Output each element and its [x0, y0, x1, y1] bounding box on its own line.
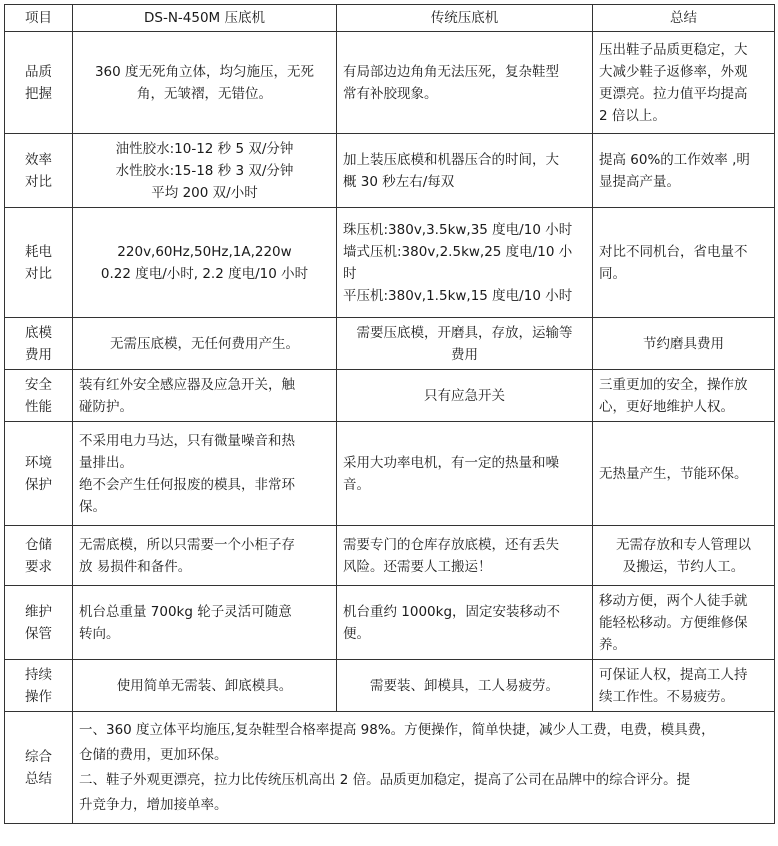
summary-cell-line: 节约磨具费用 [643, 335, 724, 352]
row-label [5, 660, 73, 712]
row-label-line: 维护 [25, 603, 52, 620]
conclusion-label-line: 综合 [25, 748, 52, 765]
summary-cell-line: 更漂亮。拉力值平均提高 [599, 85, 748, 102]
row-label [5, 208, 73, 318]
traditional-cell-line: 时 [343, 265, 357, 282]
table-row [5, 526, 775, 586]
row-label-line: 性能 [25, 398, 52, 415]
ds-cell-line: 220v,60Hz,50Hz,1A,220w [117, 243, 292, 260]
traditional-cell-line: 平压机:380v,1.5kw,15 度电/10 小时 [343, 287, 573, 304]
traditional-cell-line: 音。 [343, 476, 370, 493]
row-label-line: 仓储 [25, 536, 52, 553]
row-label [5, 526, 73, 586]
ds-cell-line: 平均 200 双/小时 [151, 184, 258, 201]
conclusion-text-line: 一、360 度立体平均施压,复杂鞋型合格率提高 98%。方便操作，简单快捷，减少人工费，电费，模具费， [79, 721, 715, 738]
summary-cell-line: 能轻松移动。方便维修保 [599, 614, 748, 631]
traditional-cell-line: 有局部边边角角无法压死，复杂鞋型 [343, 63, 559, 80]
traditional-cell-line: 需要压底模，开磨具，存放，运输等 [356, 324, 573, 341]
row-label-line: 对比 [25, 265, 52, 282]
ds-cell [73, 526, 337, 586]
summary-cell-line: 及搬运，节约人工。 [622, 558, 745, 575]
table-row [5, 32, 775, 134]
row-label [5, 32, 73, 134]
ds-cell-line: 无需底模，所以只需要一个小柜子存 [79, 536, 295, 553]
table-row [5, 134, 775, 208]
row-label-line: 安全 [25, 376, 52, 393]
traditional-cell-line: 费用 [451, 346, 478, 363]
traditional-cell-line: 墙式压机:380v,2.5kw,25 度电/10 小 [343, 243, 573, 260]
summary-cell-line: 移动方便，两个人徒手就 [599, 592, 748, 609]
row-label-line: 对比 [25, 173, 52, 190]
conclusion-row [5, 712, 775, 824]
summary-cell [593, 370, 775, 422]
traditional-cell-line: 采用大功率电机，有一定的热量和噪 [343, 454, 559, 471]
row-label-line: 持续 [25, 666, 52, 683]
ds-cell-line: 水性胶水:15-18 秒 3 双/分钟 [115, 162, 294, 179]
traditional-cell [337, 660, 593, 712]
traditional-cell-line: 机台重约 1000kg，固定安装移动不 [343, 603, 561, 620]
ds-cell [73, 660, 337, 712]
row-label-line: 保管 [25, 625, 52, 642]
row-label [5, 134, 73, 208]
ds-cell [73, 370, 337, 422]
conclusion-label-line: 总结 [25, 770, 52, 787]
traditional-cell [337, 370, 593, 422]
row-label-line: 效率 [25, 151, 52, 168]
traditional-cell [337, 526, 593, 586]
traditional-cell-line: 只有应急开关 [424, 387, 505, 404]
summary-cell [593, 318, 775, 370]
conclusion-text [73, 712, 775, 824]
summary-cell [593, 32, 775, 134]
summary-cell-line: 压出鞋子品质更稳定，大 [599, 41, 748, 58]
summary-cell-line: 心，更好地维护人权。 [599, 398, 734, 415]
conclusion-text-line: 升竞争力，增加接单率。 [79, 796, 228, 813]
ds-cell-line: 转向。 [79, 625, 120, 642]
ds-cell-line: 绝不会产生任何报废的模具，非常环 [79, 476, 295, 493]
ds-cell [73, 134, 337, 208]
summary-cell-line: 同。 [599, 265, 626, 282]
ds-cell-line: 装有红外安全感应器及应急开关，触 [79, 376, 295, 393]
summary-cell-line: 大减少鞋子返修率，外观 [599, 63, 748, 80]
row-label [5, 586, 73, 660]
ds-cell-line: 量排出。 [79, 454, 133, 471]
traditional-cell [337, 134, 593, 208]
traditional-cell [337, 422, 593, 526]
ds-cell [73, 208, 337, 318]
summary-cell [593, 422, 775, 526]
conclusion-label [5, 712, 73, 824]
traditional-cell-line: 加上装压底模和机器压合的时间，大 [343, 151, 559, 168]
traditional-cell [337, 208, 593, 318]
summary-cell [593, 660, 775, 712]
table-row [5, 660, 775, 712]
comparison-table [4, 4, 775, 824]
ds-cell-line: 360 度无死角立体，均匀施压，无死 [94, 63, 315, 80]
row-label-line: 耗电 [25, 243, 52, 260]
ds-cell [73, 422, 337, 526]
row-label-line: 品质 [25, 63, 52, 80]
traditional-cell [337, 32, 593, 134]
traditional-cell-line: 常有补胶现象。 [343, 85, 438, 102]
ds-cell-line: 无需压底模，无任何费用产生。 [110, 335, 299, 352]
ds-cell [73, 586, 337, 660]
ds-cell-line: 0.22 度电/小时, 2.2 度电/10 小时 [100, 265, 309, 282]
summary-cell-line: 显提高产量。 [599, 173, 680, 190]
row-label [5, 370, 73, 422]
table-row [5, 318, 775, 370]
header-item: 项目 [5, 5, 73, 32]
table-row [5, 586, 775, 660]
ds-cell-line: 机台总重量 700kg 轮子灵活可随意 [79, 603, 292, 620]
table-row [5, 208, 775, 318]
ds-cell-line: 放 易损件和备件。 [79, 558, 192, 575]
summary-cell-line: 续工作性。不易疲劳。 [599, 688, 734, 705]
row-label [5, 318, 73, 370]
ds-cell [73, 32, 337, 134]
traditional-cell-line: 需要装、卸模具，工人易疲劳。 [370, 677, 559, 694]
ds-cell-line: 不采用电力马达，只有微量噪音和热 [79, 432, 295, 449]
summary-cell [593, 586, 775, 660]
traditional-cell [337, 318, 593, 370]
header-ds-machine: DS-N-450M 压底机 [73, 5, 337, 32]
summary-cell-line: 可保证人权，提高工人持 [599, 666, 748, 683]
traditional-cell [337, 586, 593, 660]
row-label-line: 把握 [25, 85, 52, 102]
row-label-line: 底模 [25, 324, 52, 341]
table-row [5, 370, 775, 422]
summary-cell-line: 无热量产生，节能环保。 [599, 465, 748, 482]
traditional-cell-line: 概 30 秒左右/每双 [343, 173, 455, 190]
ds-cell-line: 保。 [79, 498, 106, 515]
row-label-line: 要求 [25, 558, 52, 575]
header-traditional-machine: 传统压底机 [337, 5, 593, 32]
row-label-line: 保护 [25, 476, 52, 493]
summary-cell-line: 无需存放和专人管理以 [616, 536, 751, 553]
row-label [5, 422, 73, 526]
summary-cell [593, 208, 775, 318]
summary-cell-line: 2 倍以上。 [599, 107, 666, 124]
row-label-line: 环境 [25, 454, 52, 471]
traditional-cell-line: 便。 [343, 625, 370, 642]
traditional-cell-line: 珠压机:380v,3.5kw,35 度电/10 小时 [343, 221, 573, 238]
row-label-line: 费用 [25, 346, 52, 363]
header-row [5, 5, 775, 32]
ds-cell-line: 使用简单无需装、卸底模具。 [116, 677, 293, 694]
summary-cell [593, 134, 775, 208]
row-label-line: 操作 [25, 688, 52, 705]
ds-cell [73, 318, 337, 370]
conclusion-text-line: 仓储的费用，更加环保。 [79, 746, 228, 763]
summary-cell-line: 提高 60%的工作效率 ,明 [599, 151, 750, 168]
summary-cell-line: 三重更加的安全，操作放 [599, 376, 748, 393]
traditional-cell-line: 风险。还需要人工搬运！ [343, 558, 492, 575]
summary-cell-line: 养。 [599, 636, 626, 653]
summary-cell [593, 526, 775, 586]
ds-cell-line: 碰防护。 [79, 398, 133, 415]
traditional-cell-line: 需要专门的仓库存放底模，还有丢失 [343, 536, 559, 553]
summary-cell-line: 对比不同机台，省电量不 [599, 243, 748, 260]
header-summary: 总结 [593, 5, 775, 32]
table-row [5, 422, 775, 526]
ds-cell-line: 角，无皱褶，无错位。 [137, 85, 272, 102]
conclusion-text-line: 二、鞋子外观更漂亮，拉力比传统压机高出 2 倍。品质更加稳定，提高了公司在品牌中的综合评分。提 [79, 771, 691, 788]
ds-cell-line: 油性胶水:10-12 秒 5 双/分钟 [115, 140, 294, 157]
